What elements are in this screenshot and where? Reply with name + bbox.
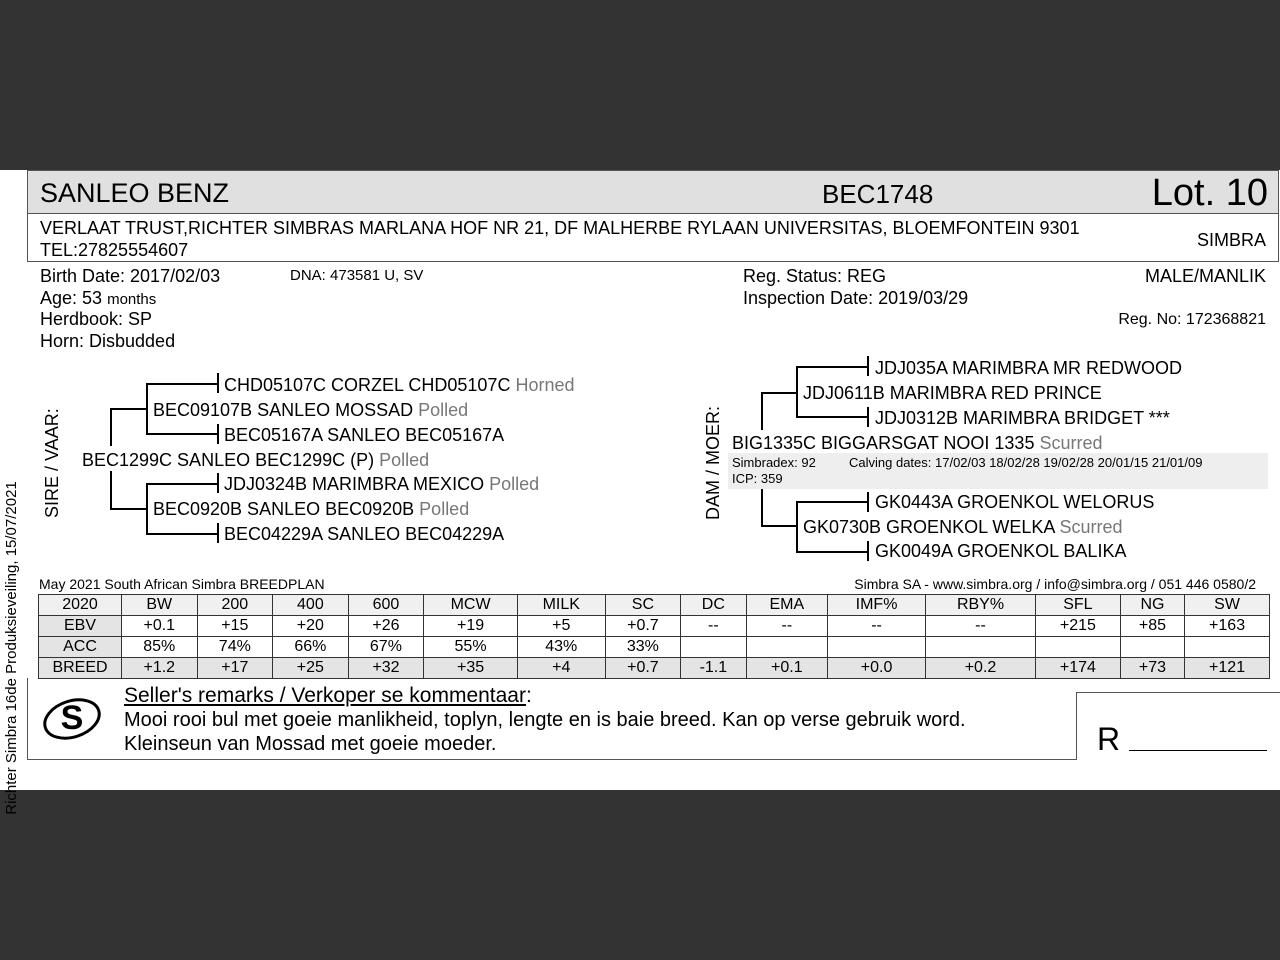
acc-row bbox=[39, 637, 1270, 658]
lot-card bbox=[0, 170, 1280, 815]
breed-cell: +121 bbox=[1185, 658, 1270, 679]
breed-cell: +0.0 bbox=[828, 658, 926, 679]
sire-sire: BEC09107B SANLEO MOSSAD Polled bbox=[153, 400, 469, 420]
header-cell: 600 bbox=[348, 595, 424, 616]
acc-cell bbox=[1120, 637, 1184, 658]
header-cell: SFL bbox=[1036, 595, 1121, 616]
ebv-cell: +215 bbox=[1036, 616, 1121, 637]
owner-phone: TEL:27825554607 bbox=[40, 240, 189, 260]
price-box bbox=[1076, 692, 1280, 760]
ebv-cell: -- bbox=[828, 616, 926, 637]
acc-cell: 43% bbox=[517, 637, 605, 658]
breed-cell: +25 bbox=[273, 658, 349, 679]
ebv-cell: -- bbox=[681, 616, 746, 637]
owner-address: VERLAAT TRUST,RICHTER SIMBRAS MARLANA HOF NR 21, DF MALHERBE RYLAAN UNIVERSITAS, BLOEMFONTEIN 9301 bbox=[40, 218, 1080, 238]
sire: BEC1299C SANLEO BEC1299C (P) Polled bbox=[82, 450, 430, 470]
header-cell: 2020 bbox=[39, 595, 122, 616]
price-currency: R bbox=[1097, 721, 1121, 757]
header-cell: EMA bbox=[746, 595, 828, 616]
acc-cell bbox=[681, 637, 746, 658]
ebv-cell: +26 bbox=[348, 616, 424, 637]
age: Age: 53 months bbox=[40, 288, 157, 308]
header-cell: 200 bbox=[197, 595, 273, 616]
ebv-cell: +0.1 bbox=[122, 616, 198, 637]
header-cell: NG bbox=[1120, 595, 1184, 616]
simbradex: Simbradex: 92 bbox=[732, 455, 816, 470]
header-cell: MILK bbox=[517, 595, 605, 616]
breed-cell: +1.2 bbox=[122, 658, 198, 679]
lot-number: Lot. 10 bbox=[1151, 172, 1268, 214]
ebv-cell: -- bbox=[925, 616, 1035, 637]
ebv-cell: EBV bbox=[39, 616, 122, 637]
acc-cell bbox=[1036, 637, 1121, 658]
simbra-logo bbox=[40, 692, 104, 742]
simbra-logo-icon bbox=[40, 692, 104, 742]
breed-cell: +17 bbox=[197, 658, 273, 679]
dna: DNA: 473581 U, SV bbox=[290, 267, 424, 284]
birth-date: Birth Date: 2017/02/03 bbox=[40, 266, 221, 286]
icp: ICP: 359 bbox=[732, 471, 783, 486]
breedplan-contact: Simbra SA - www.simbra.org / info@simbra.org / 051 446 0580/2 bbox=[854, 576, 1256, 592]
breedplan-title: May 2021 South African Simbra BREEDPLAN bbox=[39, 576, 325, 592]
acc-cell: 55% bbox=[424, 637, 518, 658]
ebv-cell: +163 bbox=[1185, 616, 1270, 637]
breed-cell: +0.7 bbox=[605, 658, 681, 679]
header-cell: IMF% bbox=[828, 595, 926, 616]
ebv-cell: +0.7 bbox=[605, 616, 681, 637]
price-input-line[interactable] bbox=[1129, 750, 1267, 751]
dam-dam: GK0730B GROENKOL WELKA Scurred bbox=[803, 517, 1123, 537]
header-cell: SC bbox=[605, 595, 681, 616]
header-cell: RBY% bbox=[925, 595, 1035, 616]
ebv-row bbox=[39, 616, 1270, 637]
reg-number: Reg. No: 172368821 bbox=[1118, 311, 1266, 328]
header-cell: DC bbox=[681, 595, 746, 616]
breed-cell: +0.2 bbox=[925, 658, 1035, 679]
breed-cell: +73 bbox=[1120, 658, 1184, 679]
breed-avg-row bbox=[39, 658, 1270, 679]
breed-cell: -1.1 bbox=[681, 658, 746, 679]
ebv-cell: +15 bbox=[197, 616, 273, 637]
header-cell: MCW bbox=[424, 595, 518, 616]
acc-cell: 74% bbox=[197, 637, 273, 658]
acc-cell bbox=[828, 637, 926, 658]
sire-sire-sire: CHD05107C CORZEL CHD05107C Horned bbox=[224, 375, 575, 395]
breed-cell: BREED bbox=[39, 658, 122, 679]
sire-label: SIRE / VAAR: bbox=[42, 408, 62, 518]
remarks-line-2: Kleinseun van Mossad met goeie moeder. bbox=[124, 733, 497, 755]
acc-cell: 85% bbox=[122, 637, 198, 658]
herdbook: Herdbook: SP bbox=[40, 309, 153, 329]
breed-name: SIMBRA bbox=[1196, 230, 1266, 250]
sire-dam-sire: JDJ0324B MARIMBRA MEXICO Polled bbox=[224, 474, 540, 494]
ebv-cell: +5 bbox=[517, 616, 605, 637]
remarks-title: Seller's remarks / Verkoper se kommentaar: bbox=[124, 684, 532, 707]
acc-cell: 66% bbox=[273, 637, 349, 658]
reg-status: Reg. Status: REG bbox=[743, 266, 887, 286]
lot-header bbox=[27, 170, 1279, 214]
ebv-table bbox=[38, 594, 1270, 679]
sex: MALE/MANLIK bbox=[1144, 266, 1266, 286]
breed-cell: +35 bbox=[424, 658, 518, 679]
header-cell: BW bbox=[122, 595, 198, 616]
dam-sire-sire: JDJ035A MARIMBRA MR REDWOOD bbox=[875, 358, 1183, 378]
horn-status: Horn: Disbudded bbox=[40, 331, 176, 351]
breed-cell: +174 bbox=[1036, 658, 1121, 679]
logo-letter: S bbox=[60, 699, 84, 737]
dam-sire-dam: JDJ0312B MARIMBRA BRIDGET *** bbox=[875, 408, 1170, 428]
calving-dates: Calving dates: 17/02/03 18/02/28 19/02/28 20/01/15 21/01/09 bbox=[849, 455, 1203, 470]
acc-cell bbox=[1185, 637, 1270, 658]
ebv-cell: +20 bbox=[273, 616, 349, 637]
breed-cell: +32 bbox=[348, 658, 424, 679]
auction-sidebar-label: Richter Simbra 16de Produksieveiling, 15/07/2021 bbox=[3, 481, 20, 815]
header-cell: 400 bbox=[273, 595, 349, 616]
remarks-line-1: Mooi rooi bul met goeie manlikheid, toplyn, lengte en is baie breed. Kan op verse gebruik word. bbox=[124, 709, 966, 731]
ebv-header-row bbox=[39, 595, 1270, 616]
dam-label: DAM / MOER: bbox=[703, 405, 723, 520]
dam-dam-sire: GK0443A GROENKOL WELORUS bbox=[875, 492, 1155, 512]
dam: BIG1335C BIGGARSGAT NOOI 1335 Scurred bbox=[732, 433, 1103, 453]
animal-code: BEC1748 bbox=[822, 179, 934, 209]
dam-info-box bbox=[728, 453, 1268, 489]
sire-sire-dam: BEC05167A SANLEO BEC05167A bbox=[224, 425, 505, 445]
acc-cell: 33% bbox=[605, 637, 681, 658]
acc-cell: 67% bbox=[348, 637, 424, 658]
ebv-cell: +85 bbox=[1120, 616, 1184, 637]
acc-cell: ACC bbox=[39, 637, 122, 658]
inspection-date: Inspection Date: 2019/03/29 bbox=[743, 288, 969, 308]
acc-cell bbox=[746, 637, 828, 658]
remarks-box bbox=[27, 678, 1077, 760]
breed-cell: +0.1 bbox=[746, 658, 828, 679]
dam-sire: JDJ0611B MARIMBRA RED PRINCE bbox=[803, 383, 1102, 403]
breed-cell: +4 bbox=[517, 658, 605, 679]
owner-block bbox=[27, 214, 1279, 262]
ebv-cell: +19 bbox=[424, 616, 518, 637]
dam-dam-dam: GK0049A GROENKOL BALIKA bbox=[875, 541, 1127, 561]
acc-cell bbox=[925, 637, 1035, 658]
sire-dam-dam: BEC04229A SANLEO BEC04229A bbox=[224, 524, 505, 544]
sire-dam: BEC0920B SANLEO BEC0920B Polled bbox=[153, 499, 470, 519]
animal-name: SANLEO BENZ bbox=[40, 178, 230, 208]
ebv-cell: -- bbox=[746, 616, 828, 637]
header-cell: SW bbox=[1185, 595, 1270, 616]
